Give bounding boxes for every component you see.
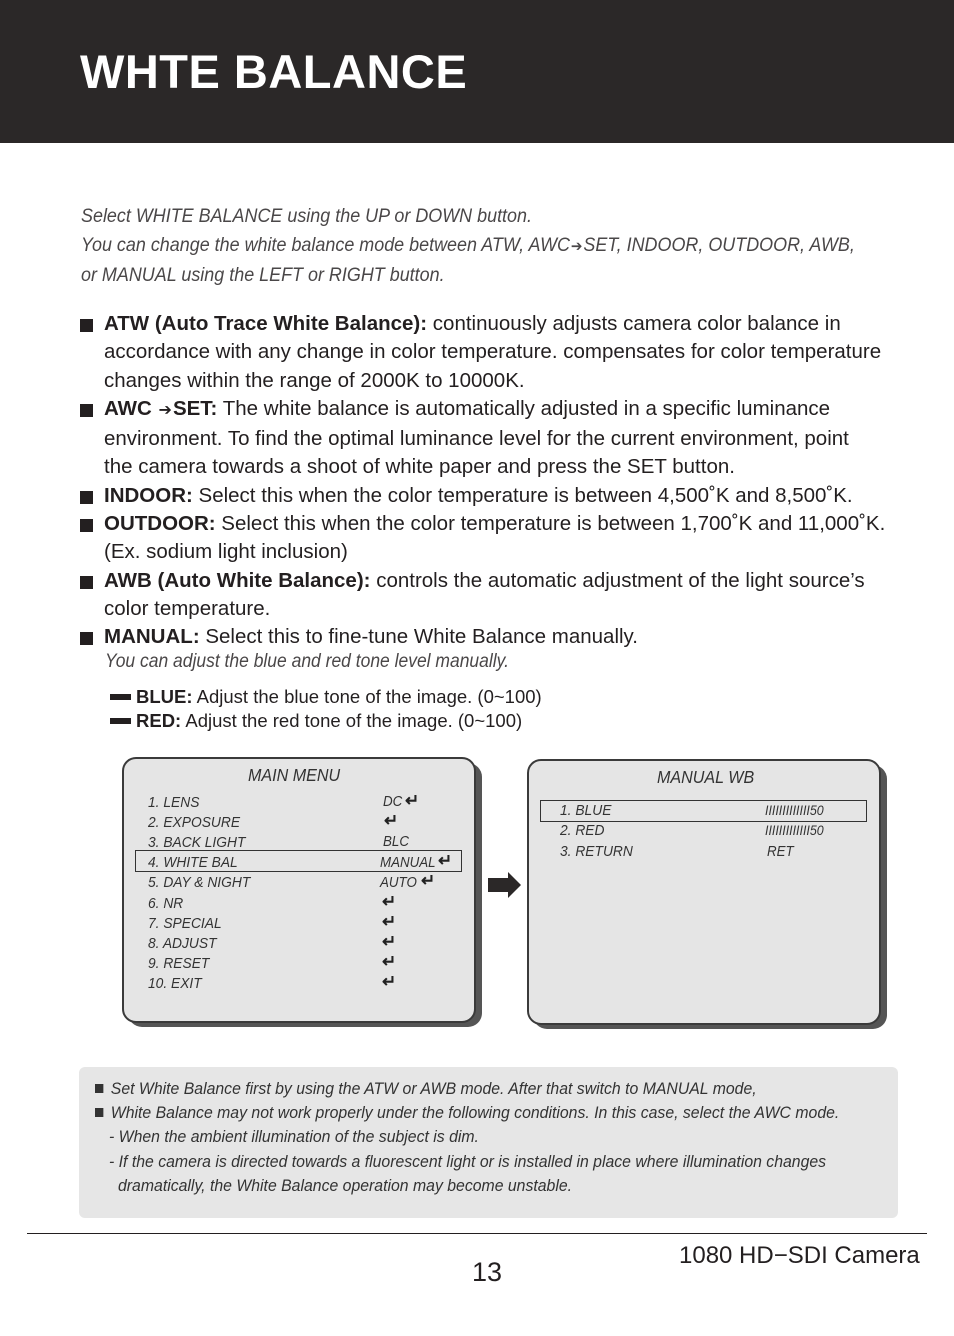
page-title: WHTE BALANCE <box>80 45 468 98</box>
awc-text-1: The white balance is automatically adjusted in a specific luminance <box>217 396 831 420</box>
menu-item-white-bal[interactable]: 4. WHITE BAL <box>148 854 238 871</box>
menu-value-back-light: BLC <box>383 834 409 850</box>
awb-text-2: color temperature. <box>104 596 271 620</box>
menu-item-reset[interactable]: 9. RESET <box>148 955 210 972</box>
bullet-indoor <box>80 482 910 510</box>
intro-line-2-part-b: SET, INDOOR, OUTDOOR, AWB, <box>583 233 855 256</box>
indoor-label: INDOOR: <box>104 483 193 507</box>
manual-wb-osd <box>527 759 889 1031</box>
menu-item-special[interactable]: 7. SPECIAL <box>148 915 222 932</box>
intro-line-3: or MANUAL using the LEFT or RIGHT button. <box>81 264 445 286</box>
enter-icon: ↵ <box>421 871 436 890</box>
awc-text-3: the camera towards a shoot of white paper and press the SET button. <box>104 455 735 479</box>
square-bullet-icon <box>80 632 93 645</box>
wb-item-blue[interactable]: 1. BLUE <box>560 802 612 819</box>
menu-value-lens: DC <box>383 794 403 810</box>
awc-label-b: SET: <box>172 396 218 420</box>
menu-item-exposure[interactable]: 2. EXPOSURE <box>148 814 241 831</box>
bullet-outdoor <box>80 510 910 567</box>
outdoor-text-2: (Ex. sodium light inclusion) <box>104 540 348 564</box>
notes-box <box>79 1067 898 1218</box>
wb-item-return[interactable]: 3. RETURN <box>560 843 633 860</box>
enter-icon: ↵ <box>438 851 453 870</box>
arrow-right-icon <box>488 872 522 898</box>
red-text: Adjust the red tone of the image. (0~100) <box>181 710 523 731</box>
page-header <box>0 0 954 143</box>
awc-text-2: environment. To find the optimal luminance level for the current environment, point <box>104 427 849 451</box>
manual-label: MANUAL: <box>104 625 200 649</box>
intro-line-2 <box>81 231 854 262</box>
footer-divider <box>27 1233 927 1234</box>
red-label: RED: <box>136 710 182 731</box>
square-bullet-icon <box>95 1108 103 1117</box>
dash-bullet-icon <box>110 718 131 724</box>
enter-icon: ↵ <box>382 972 397 991</box>
intro-text <box>81 202 854 290</box>
intro-line-1: Select WHITE BALANCE using the UP or DOWN button. <box>81 205 532 227</box>
manual-wb-title: MANUAL WB <box>657 767 755 787</box>
main-menu-title: MAIN MENU <box>248 765 341 785</box>
square-bullet-icon <box>95 1084 103 1093</box>
mode-list <box>80 310 910 652</box>
wb-item-red[interactable]: 2. RED <box>560 822 605 839</box>
square-bullet-icon <box>80 319 93 332</box>
enter-icon: ↵ <box>384 811 399 830</box>
blue-label: BLUE: <box>136 686 193 707</box>
indoor-text-1: Select this when the color temperature is between 4,500˚K and 8,500˚K. <box>192 483 853 507</box>
enter-icon: ↵ <box>405 791 420 810</box>
intro-line-2-part-a: You can change the white balance mode between ATW, AWC <box>81 233 570 256</box>
note-line-2-text: White Balance may not work properly under the following conditions. In this case, select the AWC mode. <box>110 1103 840 1122</box>
note-line-3: - When the ambient illumination of the subject is dim. <box>109 1127 479 1146</box>
wb-value-return: RET <box>767 844 794 860</box>
menu-item-adjust[interactable]: 8. ADJUST <box>148 935 217 952</box>
enter-icon: ↵ <box>382 932 397 951</box>
atw-text-1: continuously adjusts camera color balance in <box>427 312 841 335</box>
awb-label: AWB (Auto White Balance): <box>104 568 371 592</box>
sub-item-red <box>110 709 542 733</box>
arrow-right-icon: ➔ <box>570 237 583 255</box>
atw-text-3: changes within the range of 2000K to 10000K. <box>104 368 525 392</box>
sub-item-blue <box>110 685 542 709</box>
square-bullet-icon <box>80 491 93 504</box>
bullet-awb <box>80 567 910 624</box>
bullet-awc <box>80 395 910 482</box>
menu-item-exit[interactable]: 10. EXIT <box>148 975 202 992</box>
manual-text-1: Select this to fine-tune White Balance manually. <box>199 625 638 649</box>
wb-value-blue: IIIIIIIIIIIII50 <box>765 803 824 818</box>
wb-value-red: IIIIIIIIIIIII50 <box>765 823 824 838</box>
manual-note: You can adjust the blue and red tone level manually. <box>105 651 509 672</box>
bullet-manual <box>80 623 910 651</box>
blue-text: Adjust the blue tone of the image. (0~100) <box>192 686 542 707</box>
note-line-1 <box>95 1079 757 1099</box>
menu-item-back-light[interactable]: 3. BACK LIGHT <box>148 834 246 851</box>
awc-label-a: AWC <box>104 396 152 420</box>
manual-sub-list <box>110 685 542 733</box>
outdoor-text-1: Select this when the color temperature is between 1,700˚K and 11,000˚K. <box>215 512 886 536</box>
dash-bullet-icon <box>110 694 131 700</box>
arrow-right-icon: ➔ <box>158 401 172 419</box>
note-line-5: dramatically, the White Balance operation may become unstable. <box>118 1176 573 1195</box>
osd-panel <box>527 759 881 1025</box>
menu-value-white-bal: MANUAL <box>380 855 436 871</box>
atw-label: ATW (Auto Trace White Balance): <box>104 312 428 335</box>
square-bullet-icon <box>80 519 93 532</box>
menu-item-nr[interactable]: 6. NR <box>148 895 184 912</box>
bullet-atw <box>80 310 910 395</box>
menu-item-lens[interactable]: 1. LENS <box>148 794 200 811</box>
note-line-2 <box>95 1103 839 1123</box>
square-bullet-icon <box>80 576 93 589</box>
atw-text-2: accordance with any change in color temperature. compensates for color temperature <box>104 340 882 364</box>
enter-icon: ↵ <box>382 912 397 931</box>
enter-icon: ↵ <box>382 892 397 911</box>
square-bullet-icon <box>80 404 93 417</box>
menu-item-day-night[interactable]: 5. DAY & NIGHT <box>148 874 251 891</box>
awb-text-1: controls the automatic adjustment of the light source’s <box>370 568 865 592</box>
menu-value-day-night: AUTO <box>380 875 417 891</box>
main-menu-osd <box>122 757 484 1029</box>
note-line-4: - If the camera is directed towards a fluorescent light or is installed in place where illumination changes <box>109 1152 827 1171</box>
outdoor-label: OUTDOOR: <box>104 512 216 536</box>
note-line-1-text: Set White Balance first by using the ATW or AWB mode. After that switch to MANUAL mode, <box>110 1079 757 1098</box>
page-number: 13 <box>472 1257 503 1287</box>
enter-icon: ↵ <box>382 952 397 971</box>
footer-product-name: 1080 HD−SDI Camera <box>679 1242 920 1269</box>
